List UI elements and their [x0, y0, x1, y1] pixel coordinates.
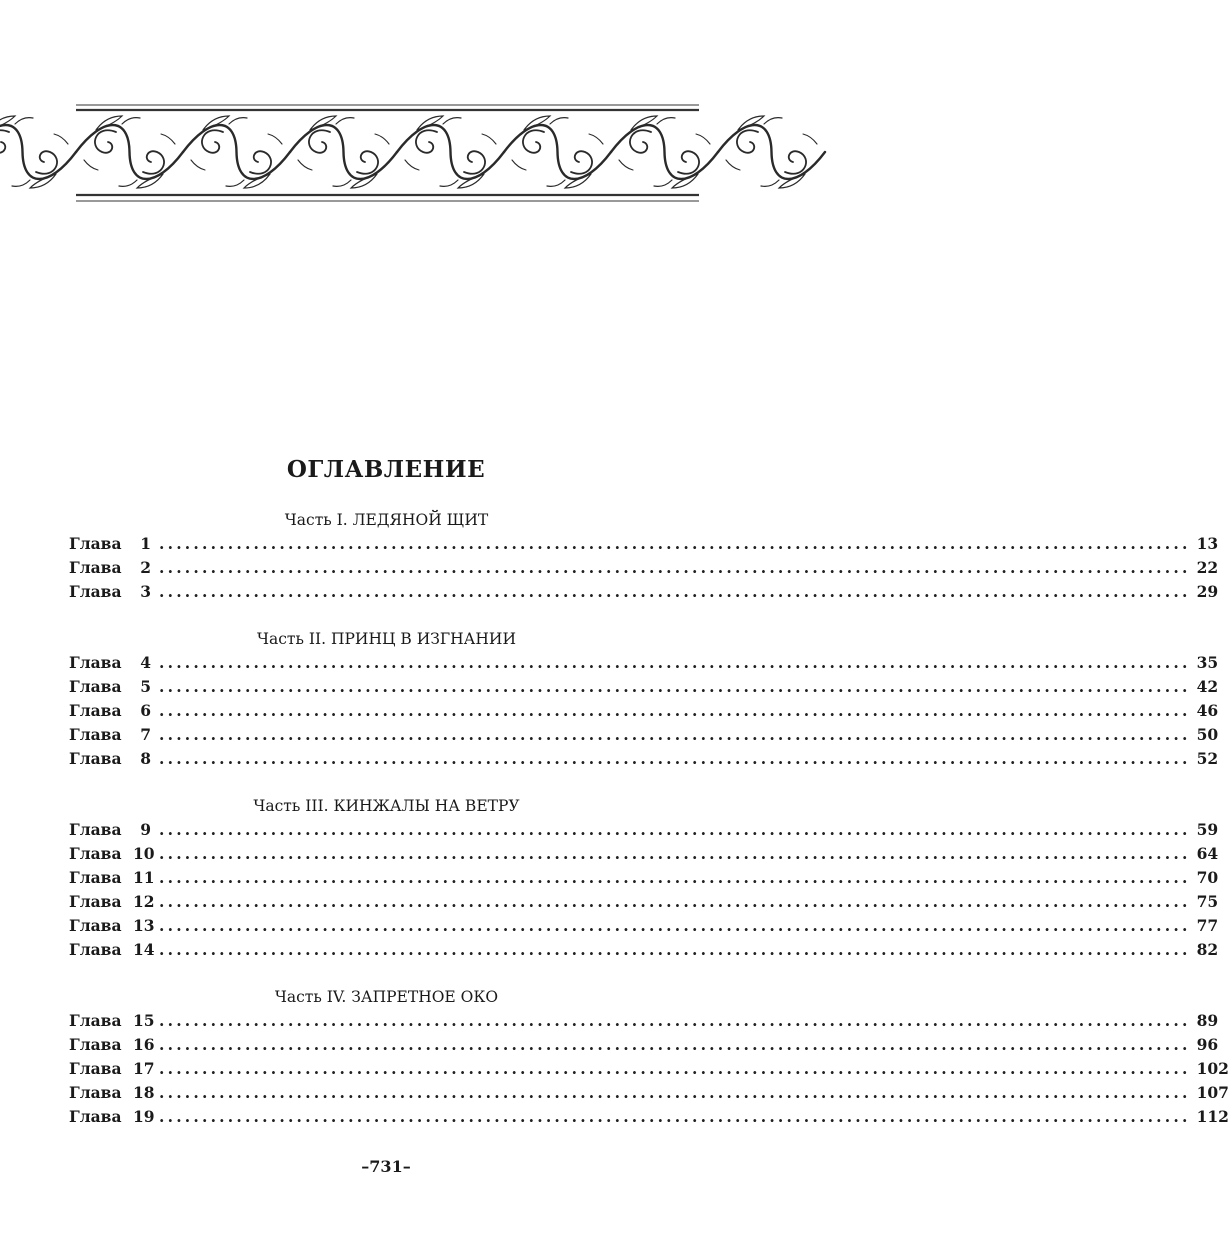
chapter-label [69, 842, 155, 866]
chapter-label [69, 699, 151, 723]
chapter-word: Глава [69, 749, 122, 769]
chapter-word: Глава [69, 676, 122, 696]
chapter-number: 16 [133, 1034, 155, 1054]
dot-leader: ........................................................................................................................ [159, 582, 1191, 602]
toc-entry[interactable] [69, 723, 1219, 747]
page-ref: 96 [1196, 1034, 1219, 1054]
page-ref: 89 [1196, 1010, 1219, 1030]
chapter-word: Глава [69, 1107, 122, 1127]
toc-part [69, 627, 1219, 772]
chapter-word: Глава [69, 843, 122, 863]
part-title: Часть IV. ЗАПРЕТНОЕ ОКО [274, 987, 499, 1006]
toc-entry[interactable] [69, 1033, 1219, 1057]
toc-entry[interactable] [69, 675, 1219, 699]
chapter-label [69, 866, 155, 890]
chapter-number: 17 [133, 1059, 155, 1078]
page-ref: 13 [1196, 534, 1219, 553]
page-number: –731– [361, 1157, 411, 1176]
chapter-label [69, 580, 151, 604]
chapter-word: Глава [69, 582, 122, 602]
chapter-word: Глава [69, 1034, 122, 1054]
chapter-number: 4 [140, 652, 151, 672]
toc-part [69, 985, 1229, 1130]
toc-entry[interactable] [69, 1081, 1229, 1105]
part-title: Часть I. ЛЕДЯНОЙ ЩИТ [284, 511, 489, 529]
chapter-word: Глава [69, 1059, 122, 1078]
chapter-word: Глава [69, 1010, 122, 1030]
dot-leader: ........................................................................................................................ [159, 1010, 1191, 1030]
chapter-label [69, 890, 155, 914]
dot-leader: ........................................................................................................................ [159, 940, 1191, 960]
chapter-number: 3 [140, 582, 151, 602]
toc-entry[interactable] [69, 818, 1219, 842]
dot-leader: ........................................................................................................................ [159, 892, 1191, 912]
dot-leader: ........................................................................................................................ [159, 867, 1191, 887]
part-title: Часть II. ПРИНЦ В ИЗГНАНИИ [257, 629, 516, 648]
chapter-number: 2 [140, 558, 151, 578]
toc-part [69, 508, 1219, 605]
chapter-label [69, 1033, 155, 1057]
dot-leader: ........................................................................................................................ [159, 534, 1191, 553]
toc-entry[interactable] [69, 1057, 1229, 1081]
dot-leader: ........................................................................................................................ [159, 1083, 1191, 1103]
chapter-label [69, 532, 151, 556]
page-ref: 22 [1196, 558, 1219, 578]
chapter-number: 10 [133, 843, 155, 863]
part-title: Часть III. КИНЖАЛЫ НА ВЕТРУ [253, 796, 520, 815]
chapter-label [69, 938, 155, 962]
toc-entry[interactable] [69, 532, 1219, 556]
chapter-label [69, 556, 151, 580]
toc-entry[interactable] [69, 556, 1219, 580]
page-ref: 46 [1196, 700, 1219, 720]
chapter-word: Глава [69, 819, 122, 839]
chapter-number: 6 [140, 700, 151, 720]
dot-leader: ........................................................................................................................ [159, 652, 1191, 672]
toc-entry[interactable] [69, 651, 1219, 675]
chapter-number: 12 [133, 892, 155, 912]
page-ref: 59 [1196, 819, 1219, 839]
toc-entry[interactable] [69, 747, 1219, 771]
chapter-number: 15 [133, 1010, 155, 1030]
chapter-word: Глава [69, 700, 122, 720]
chapter-word: Глава [69, 1083, 122, 1103]
chapter-label [69, 675, 151, 699]
chapter-word: Глава [69, 916, 122, 936]
page-ref: 50 [1196, 725, 1219, 745]
chapter-number: 7 [140, 725, 151, 745]
dot-leader: ........................................................................................................................ [159, 1107, 1191, 1127]
toc-heading: ОГЛАВЛЕНИЕ [286, 456, 486, 483]
page-ref: 29 [1196, 582, 1219, 602]
chapter-label [69, 747, 151, 771]
page-ref: 42 [1196, 676, 1219, 696]
chapter-label [69, 914, 155, 938]
dot-leader: ........................................................................................................................ [159, 700, 1191, 720]
page-ref: 64 [1196, 843, 1219, 863]
chapter-number: 9 [140, 819, 151, 839]
dot-leader: ........................................................................................................................ [159, 843, 1191, 863]
toc-entry[interactable] [69, 580, 1219, 604]
toc-entry[interactable] [69, 699, 1219, 723]
dot-leader: ........................................................................................................................ [159, 558, 1191, 578]
chapter-word: Глава [69, 725, 122, 745]
toc-entry[interactable] [69, 866, 1219, 890]
dot-leader: ........................................................................................................................ [159, 676, 1191, 696]
chapter-number: 13 [133, 916, 155, 936]
chapter-number: 1 [140, 534, 151, 553]
chapter-number: 14 [133, 940, 155, 960]
page-ref: 82 [1196, 940, 1219, 960]
chapter-label [69, 723, 151, 747]
page-ref: 35 [1196, 652, 1219, 672]
toc-entry[interactable] [69, 1009, 1219, 1033]
toc-part [69, 794, 1219, 963]
toc-entry[interactable] [69, 842, 1219, 866]
chapter-label [69, 1057, 155, 1081]
dot-leader: ........................................................................................................................ [159, 916, 1191, 936]
chapter-label [69, 1009, 155, 1033]
dot-leader: ........................................................................................................................ [159, 725, 1191, 745]
chapter-word: Глава [69, 867, 122, 887]
chapter-number: 5 [140, 676, 151, 696]
chapter-number: 18 [133, 1083, 155, 1103]
dot-leader: ........................................................................................................................ [159, 749, 1191, 769]
toc-entry[interactable] [69, 938, 1219, 962]
page-ref: 102 [1196, 1059, 1229, 1078]
chapter-label [69, 1105, 155, 1129]
chapter-number: 19 [133, 1107, 155, 1127]
page-ref: 75 [1196, 892, 1219, 912]
chapter-label [69, 1081, 155, 1105]
dot-leader: ........................................................................................................................ [159, 1059, 1191, 1078]
dot-leader: ........................................................................................................................ [159, 1034, 1191, 1054]
chapter-label [69, 651, 151, 675]
chapter-word: Глава [69, 558, 122, 578]
table-of-contents [69, 508, 1229, 1130]
chapter-number: 8 [140, 749, 151, 769]
page-ref: 77 [1196, 916, 1219, 936]
page-ref: 107 [1196, 1083, 1229, 1103]
page-ref: 52 [1196, 749, 1219, 769]
chapter-label [69, 818, 151, 842]
chapter-number: 11 [133, 867, 155, 887]
toc-entry[interactable] [69, 914, 1219, 938]
page-ref: 70 [1196, 867, 1219, 887]
page-ref: 112 [1196, 1107, 1229, 1127]
chapter-word: Глава [69, 940, 122, 960]
dot-leader: ........................................................................................................................ [159, 819, 1191, 839]
chapter-word: Глава [69, 652, 122, 672]
chapter-word: Глава [69, 892, 122, 912]
acanthus-scroll-border-icon [76, 102, 699, 206]
chapter-word: Глава [69, 534, 122, 553]
toc-entry[interactable] [69, 890, 1219, 914]
toc-entry[interactable] [69, 1105, 1229, 1129]
